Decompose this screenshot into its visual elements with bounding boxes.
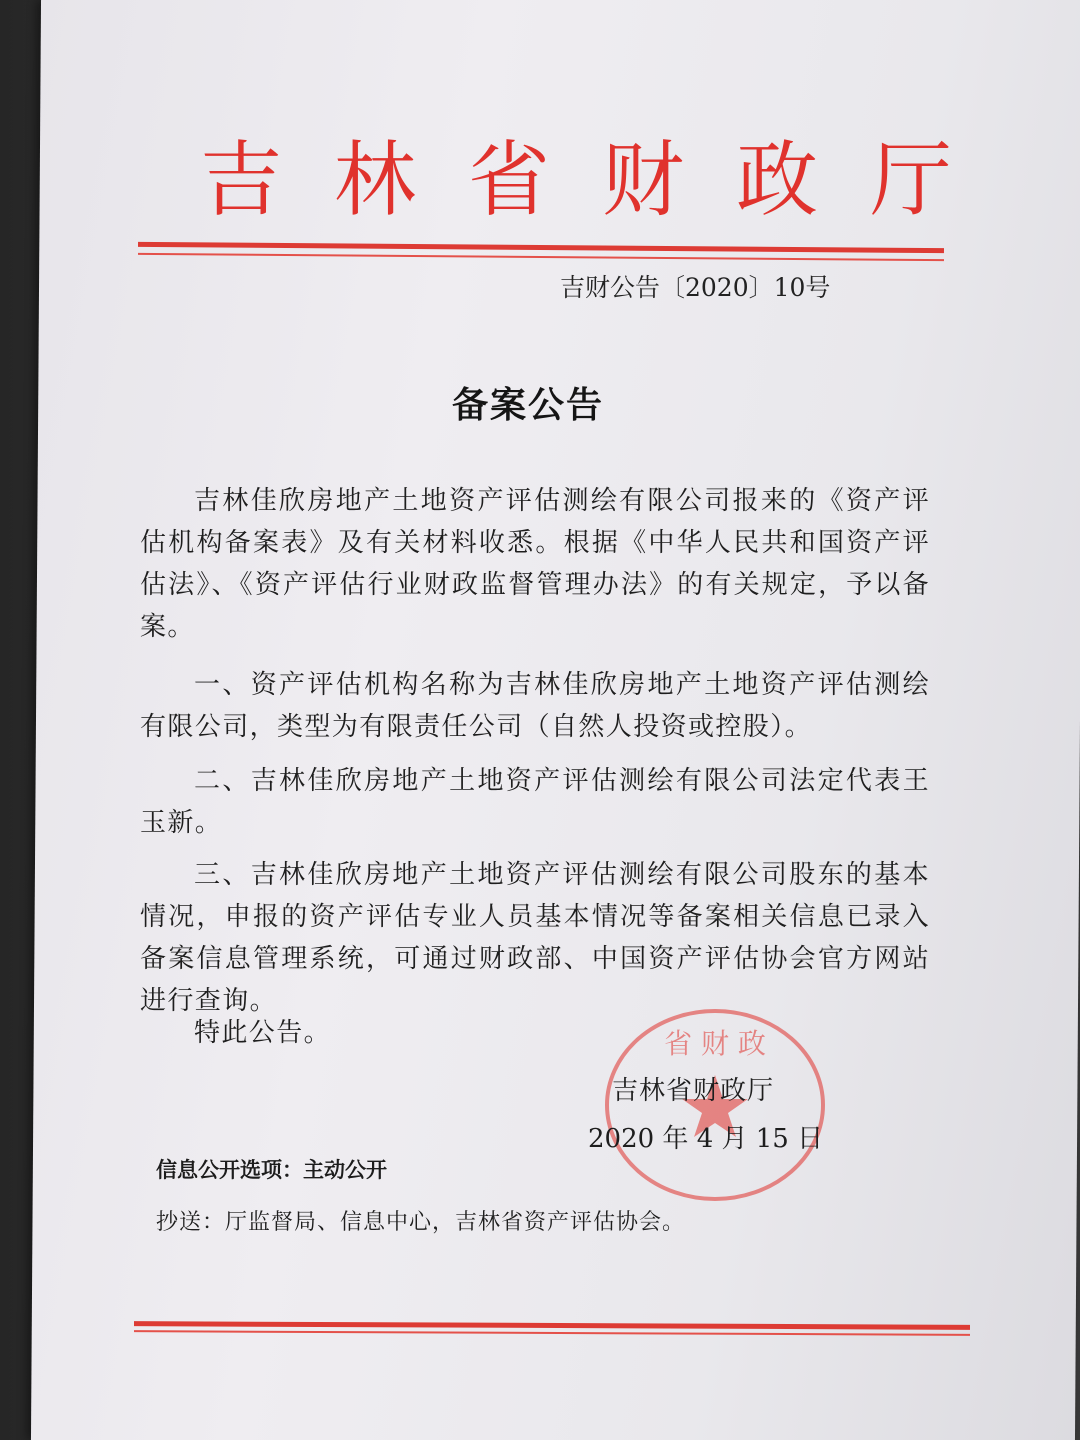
paragraph-closing: 特此公告。 (194, 1018, 332, 1048)
seal-lettering: 省 财 政 (664, 1027, 766, 1060)
disclosure-option: 信息公开选项：主动公开 (156, 1158, 387, 1182)
issue-date: 2020 年 4 月 15 日 (588, 1124, 824, 1154)
paragraph-item-1: 一、资产评估机构名称为吉林佳欣房地产土地资产评估测绘有限公司，类型为有限责任公司（自然人投资或控股）。 (140, 670, 930, 742)
paragraph-item-3: 三、吉林佳欣房地产土地资产评估测绘有限公司股东的基本情况，申报的资产评估专业人员基本情况等备案相关信息已录入备案信息管理系统，可通过财政部、中国资产评估协会官方网站进行查询。 (140, 860, 930, 1016)
document-heading: 备案公告 (452, 385, 605, 426)
issuer-signature: 吉林省财政厅 (612, 1076, 775, 1106)
paragraph-item-2: 二、吉林佳欣房地产土地资产评估测绘有限公司法定代表王玉新。 (140, 766, 930, 838)
issuing-authority-header: 吉林省财政厅 (200, 133, 1005, 228)
carbon-copy-list: 抄送：厅监督局、信息中心，吉林省资产评估协会。 (156, 1210, 686, 1235)
paragraph-intro: 吉林佳欣房地产土地资产评估测绘有限公司报来的《资产评估机构备案表》及有关材料收悉。根据《中华人民共和国资产评估法》、《资产评估行业财政监督管理办法》的有关规定，予以备案。 (140, 486, 930, 642)
document-number: 吉财公告〔2020〕10号 (560, 273, 831, 302)
